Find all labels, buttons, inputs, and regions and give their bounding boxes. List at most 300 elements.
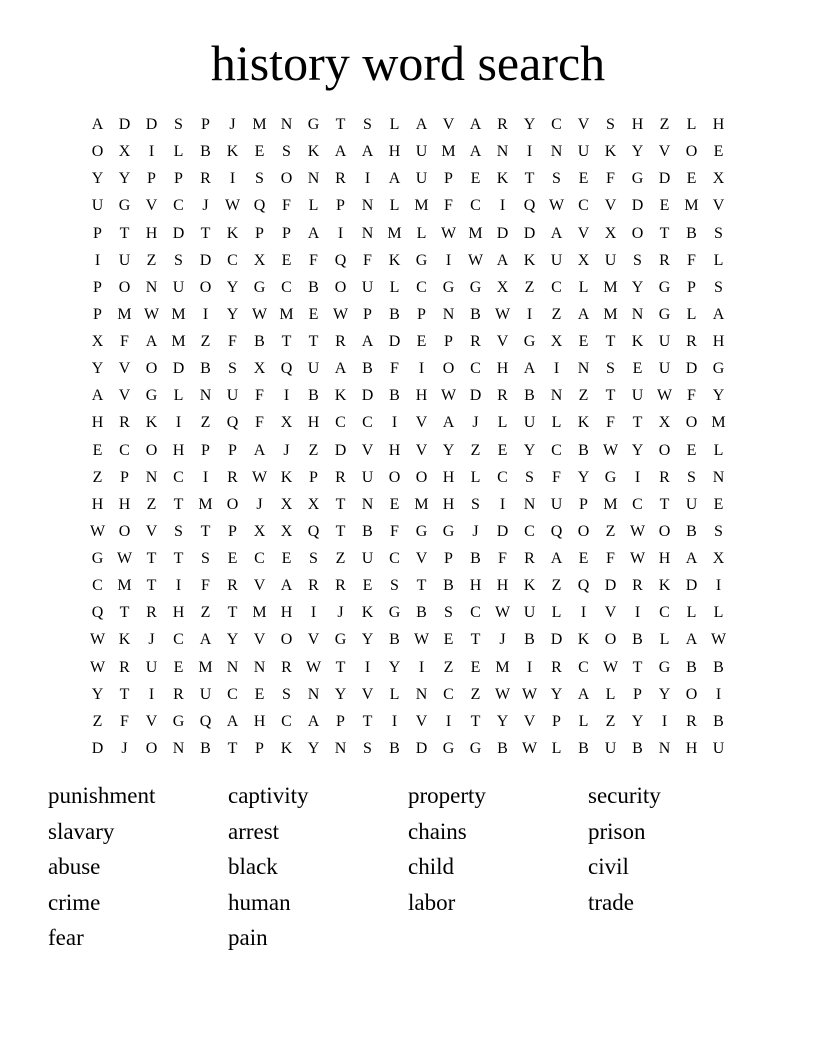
grid-letter: Y [226, 631, 239, 649]
grid-letter: H [280, 604, 293, 622]
grid-letter: I [202, 468, 209, 486]
grid-letter: W [494, 305, 511, 323]
grid-letter: S [363, 116, 372, 133]
grid-letter: Z [605, 712, 616, 730]
grid-letter: S [282, 685, 291, 703]
grid-letter: L [551, 414, 562, 432]
grid-letter: B [524, 631, 535, 649]
grid-letter: E [686, 441, 697, 459]
grid-letter: K [388, 251, 401, 269]
grid-letter: D [685, 577, 698, 595]
grid-letter: A [253, 441, 266, 459]
grid-letter: A [415, 116, 428, 133]
grid-letter: P [552, 712, 561, 730]
grid-letter: A [550, 224, 563, 242]
grid-letter: T [335, 658, 346, 676]
grid-letter: R [335, 170, 346, 188]
grid-letter: Q [577, 577, 590, 595]
grid-letter: R [200, 170, 211, 188]
grid-letter: W [251, 305, 268, 323]
word-list-item: child [408, 854, 454, 880]
grid-letter: W [521, 685, 538, 703]
grid-letter: G [253, 278, 266, 296]
grid-letter: D [550, 631, 563, 649]
grid-letter: E [389, 495, 400, 513]
grid-letter: Y [91, 170, 104, 188]
grid-letter: V [361, 685, 374, 703]
grid-letter: F [309, 251, 318, 269]
grid-letter: V [145, 197, 158, 215]
grid-letter: O [388, 468, 401, 486]
grid-letter: M [171, 333, 186, 350]
grid-letter: E [713, 143, 724, 161]
grid-letter: A [91, 387, 104, 405]
grid-letter: I [283, 387, 290, 405]
grid-letter: P [228, 522, 237, 540]
grid-letter: N [145, 468, 158, 486]
grid-letter: Y [91, 360, 104, 378]
grid-letter: N [361, 224, 374, 242]
grid-letter: F [255, 414, 264, 432]
grid-letter: Y [496, 712, 509, 730]
grid-letter: R [146, 604, 157, 622]
grid-letter: C [227, 251, 238, 269]
grid-letter: R [227, 577, 238, 595]
grid-letter: F [120, 712, 129, 730]
grid-letter: P [687, 278, 696, 296]
grid-letter: M [198, 658, 213, 676]
grid-letter: N [145, 278, 158, 296]
grid-letter: X [253, 522, 266, 540]
grid-letter: T [281, 333, 292, 350]
grid-letter: P [120, 468, 129, 486]
grid-letter: I [148, 143, 155, 161]
grid-letter: C [119, 441, 130, 459]
grid-letter: N [415, 685, 428, 703]
grid-letter: I [391, 712, 398, 730]
grid-letter: W [440, 387, 457, 405]
grid-letter: R [173, 685, 184, 703]
grid-letter: I [337, 224, 344, 242]
grid-letter: Z [551, 577, 562, 595]
grid-letter: K [334, 387, 347, 405]
grid-letter: R [632, 577, 643, 595]
grid-letter: S [714, 224, 723, 242]
grid-letter: J [337, 604, 344, 622]
grid-letter: B [200, 143, 211, 161]
grid-letter: T [227, 739, 238, 757]
grid-letter: B [362, 360, 373, 378]
grid-letter: N [712, 468, 725, 486]
grid-letter: V [145, 522, 158, 540]
grid-letter: L [551, 604, 562, 622]
word-list-item: pain [228, 925, 268, 951]
grid-letter: G [604, 468, 617, 486]
grid-letter: N [280, 116, 293, 133]
word-list-item: black [228, 854, 278, 880]
word-list-item: trade [588, 889, 634, 915]
grid-letter: C [632, 495, 643, 513]
grid-letter: B [254, 333, 265, 350]
grid-letter: Y [118, 170, 131, 188]
grid-letter: L [173, 387, 184, 405]
grid-letter: A [334, 360, 347, 378]
grid-letter: T [362, 712, 373, 730]
grid-letter: H [469, 577, 482, 595]
grid-letter: A [145, 333, 158, 350]
grid-letter: B [686, 522, 697, 540]
grid-letter: A [307, 712, 320, 730]
grid-letter: R [281, 658, 292, 676]
grid-letter: D [91, 739, 104, 757]
grid-letter: J [148, 631, 155, 649]
grid-letter: E [578, 550, 589, 567]
grid-letter: I [175, 414, 182, 432]
grid-letter: V [442, 116, 455, 133]
grid-letter: R [227, 468, 238, 486]
grid-letter: D [172, 360, 185, 378]
grid-letter: C [443, 685, 454, 703]
grid-letter: Y [307, 739, 320, 757]
grid-letter: H [388, 441, 401, 459]
grid-letter: B [470, 305, 481, 323]
grid-letter: S [282, 143, 291, 161]
grid-letter: H [172, 604, 185, 622]
grid-letter: C [578, 658, 589, 676]
grid-letter: W [116, 550, 133, 567]
grid-letter: L [686, 604, 697, 622]
grid-letter: V [415, 550, 428, 567]
grid-letter: W [602, 658, 619, 676]
grid-letter: T [119, 604, 130, 622]
grid-letter: S [201, 550, 210, 567]
grid-letter: Q [523, 197, 536, 215]
grid-letter: Z [92, 468, 103, 486]
grid-letter: T [119, 685, 130, 703]
grid-letter: M [117, 577, 132, 595]
grid-letter: E [416, 333, 427, 350]
grid-letter: S [552, 170, 561, 188]
grid-letter: T [146, 550, 157, 567]
grid-letter: S [444, 604, 453, 622]
grid-letter: B [632, 631, 643, 649]
grid-letter: W [521, 739, 538, 757]
word-list-item: crime [48, 889, 101, 915]
grid-letter: G [442, 278, 455, 296]
word-list-item: slavary [48, 818, 115, 844]
grid-letter: N [199, 387, 212, 405]
grid-letter: C [389, 550, 400, 567]
grid-letter: Z [659, 116, 670, 133]
grid-letter: U [550, 495, 563, 513]
grid-letter: G [118, 197, 131, 215]
grid-letter: L [578, 712, 589, 730]
grid-letter: K [145, 414, 158, 432]
grid-letter: G [388, 604, 401, 622]
grid-letter: H [712, 116, 725, 133]
grid-letter: H [172, 441, 185, 459]
grid-letter: G [631, 170, 644, 188]
grid-letter: U [361, 278, 374, 296]
grid-letter: T [632, 658, 643, 676]
grid-letter: B [389, 631, 400, 649]
grid-letter: G [469, 278, 482, 296]
grid-letter: Y [550, 685, 563, 703]
grid-letter: E [281, 251, 292, 269]
grid-letter: D [415, 739, 428, 757]
grid-letter: X [253, 251, 266, 269]
grid-letter: D [172, 224, 185, 242]
grid-letter: X [712, 550, 725, 567]
grid-letter: F [201, 577, 210, 595]
grid-letter: W [89, 522, 106, 540]
grid-letter: B [389, 387, 400, 405]
grid-letter: R [470, 333, 481, 350]
grid-letter: P [93, 278, 102, 296]
grid-letter: W [494, 604, 511, 622]
grid-letter: Z [308, 441, 319, 459]
grid-letter: D [631, 197, 644, 215]
grid-letter: W [656, 387, 673, 405]
grid-letter: L [470, 468, 481, 486]
grid-letter: L [308, 197, 319, 215]
grid-letter: T [524, 170, 535, 188]
grid-letter: J [283, 441, 290, 459]
grid-letter: C [578, 197, 589, 215]
grid-letter: N [361, 495, 374, 513]
grid-letter: W [494, 685, 511, 703]
grid-letter: Z [470, 441, 481, 459]
grid-letter: Y [577, 468, 590, 486]
grid-letter: B [200, 360, 211, 378]
grid-letter: W [629, 522, 646, 540]
grid-letter: B [443, 577, 454, 595]
grid-letter: A [388, 170, 401, 188]
grid-letter: U [199, 685, 212, 703]
grid-letter: I [310, 604, 317, 622]
grid-letter: O [145, 739, 158, 757]
grid-letter: Z [551, 305, 562, 323]
grid-letter: E [578, 170, 589, 188]
grid-letter: I [715, 685, 722, 703]
grid-letter: P [444, 333, 453, 350]
grid-letter: C [497, 468, 508, 486]
grid-letter: F [255, 387, 264, 405]
grid-letter: H [496, 360, 509, 378]
grid-letter: V [712, 197, 725, 215]
grid-letter: V [523, 712, 536, 730]
grid-letter: B [524, 387, 535, 405]
grid-letter: K [496, 170, 509, 188]
grid-letter: U [550, 251, 563, 269]
word-list-item: punishment [48, 783, 156, 808]
grid-letter: O [685, 143, 698, 161]
word-list-item: chains [408, 818, 467, 844]
grid-letter: H [631, 116, 644, 133]
grid-letter: D [496, 522, 509, 540]
grid-letter: R [524, 550, 535, 567]
grid-letter: I [580, 604, 587, 622]
grid-letter: R [497, 387, 508, 405]
grid-letter: V [253, 631, 266, 649]
grid-letter: O [604, 631, 617, 649]
grid-letter: U [145, 658, 158, 676]
grid-letter: V [253, 577, 266, 595]
grid-letter: N [307, 170, 320, 188]
grid-letter: E [254, 685, 265, 703]
grid-letter: C [92, 577, 103, 595]
grid-letter: T [335, 495, 346, 513]
grid-letter: F [606, 414, 615, 432]
grid-letter: P [147, 170, 156, 188]
grid-letter: M [171, 305, 186, 323]
grid-letter: H [658, 550, 671, 567]
grid-letter: T [659, 495, 670, 513]
grid-letter: Z [200, 333, 211, 350]
grid-letter: U [712, 739, 725, 757]
grid-letter: G [523, 333, 536, 350]
grid-letter: H [712, 333, 725, 350]
grid-letter: O [145, 360, 158, 378]
grid-letter: M [603, 495, 618, 513]
grid-letter: W [143, 305, 160, 323]
grid-letter: I [499, 495, 506, 513]
grid-letter: M [495, 658, 510, 676]
grid-letter: F [687, 387, 696, 405]
grid-letter: C [659, 604, 670, 622]
grid-letter: U [685, 495, 698, 513]
grid-letter: A [577, 685, 590, 703]
grid-letter: M [252, 116, 267, 133]
grid-letter: I [526, 143, 533, 161]
grid-letter: V [577, 116, 590, 133]
grid-letter: G [712, 360, 725, 378]
grid-letter: C [551, 278, 562, 296]
grid-letter: I [94, 251, 101, 269]
grid-letter: R [659, 468, 670, 486]
grid-letter: Y [523, 441, 536, 459]
grid-letter: T [416, 577, 427, 595]
grid-letter: A [361, 143, 374, 161]
grid-letter: Y [91, 685, 104, 703]
grid-letter: L [173, 143, 184, 161]
grid-letter: O [685, 414, 698, 432]
grid-letter: G [469, 739, 482, 757]
grid-letter: D [523, 224, 536, 242]
grid-letter: U [658, 333, 671, 350]
grid-letter: P [444, 550, 453, 567]
grid-letter: H [415, 387, 428, 405]
grid-letter: O [280, 631, 293, 649]
grid-letter: E [308, 305, 319, 323]
grid-letter: E [173, 658, 184, 676]
grid-letter: L [551, 739, 562, 757]
grid-letter: K [361, 604, 374, 622]
grid-letter: A [361, 333, 374, 350]
grid-letter: V [577, 224, 590, 242]
grid-letter: G [658, 305, 671, 323]
grid-letter: V [604, 197, 617, 215]
grid-letter: Q [280, 360, 293, 378]
grid-letter: R [497, 116, 508, 133]
grid-letter: C [281, 278, 292, 296]
grid-letter: E [632, 360, 643, 378]
grid-letter: H [496, 577, 509, 595]
grid-letter: Z [200, 604, 211, 622]
grid-letter: W [467, 251, 484, 269]
grid-letter: I [418, 658, 425, 676]
grid-letter: Z [335, 550, 346, 567]
grid-letter: H [91, 495, 104, 513]
grid-letter: P [255, 739, 264, 757]
grid-letter: S [606, 116, 615, 133]
grid-letter: U [631, 387, 644, 405]
grid-letter: I [175, 577, 182, 595]
page-title: history word search [210, 35, 606, 91]
grid-letter: Y [361, 631, 374, 649]
grid-letter: U [361, 550, 374, 567]
grid-letter: Y [523, 116, 536, 133]
grid-letter: F [363, 251, 372, 269]
grid-letter: T [200, 224, 211, 242]
grid-letter: Y [712, 387, 725, 405]
grid-letter: T [227, 604, 238, 622]
grid-letter: F [687, 251, 696, 269]
grid-letter: B [416, 604, 427, 622]
grid-letter: U [91, 197, 104, 215]
grid-letter: I [526, 305, 533, 323]
grid-letter: G [145, 387, 158, 405]
grid-letter: M [252, 604, 267, 622]
grid-letter: G [442, 522, 455, 540]
grid-letter: E [659, 197, 670, 215]
grid-letter: S [471, 495, 480, 513]
grid-letter: K [280, 739, 293, 757]
grid-letter: D [199, 251, 212, 269]
grid-letter: N [442, 305, 455, 323]
grid-letter: U [361, 468, 374, 486]
grid-letter: X [550, 333, 563, 350]
grid-letter: W [89, 631, 106, 649]
grid-letter: K [523, 251, 536, 269]
grid-letter: C [416, 278, 427, 296]
grid-letter: S [390, 577, 399, 595]
grid-letter: B [362, 522, 373, 540]
grid-letter: U [523, 604, 536, 622]
grid-letter: H [442, 468, 455, 486]
grid-letter: Z [578, 387, 589, 405]
grid-letter: Y [631, 712, 644, 730]
grid-letter: S [309, 550, 318, 567]
grid-letter: D [469, 387, 482, 405]
grid-letter: M [711, 414, 726, 432]
grid-letter: R [659, 251, 670, 269]
grid-letter: Y [631, 278, 644, 296]
grid-letter: R [335, 577, 346, 595]
grid-letter: L [389, 278, 400, 296]
grid-letter: T [173, 550, 184, 567]
grid-letter: S [174, 522, 183, 540]
grid-letter: S [606, 360, 615, 378]
grid-letter: U [415, 170, 428, 188]
grid-letter: J [472, 414, 479, 432]
grid-letter: T [632, 414, 643, 432]
word-list-item: prison [588, 818, 646, 844]
grid-letter: U [415, 143, 428, 161]
grid-letter: J [472, 522, 479, 540]
grid-letter: U [172, 278, 185, 296]
grid-letter: Z [200, 414, 211, 432]
